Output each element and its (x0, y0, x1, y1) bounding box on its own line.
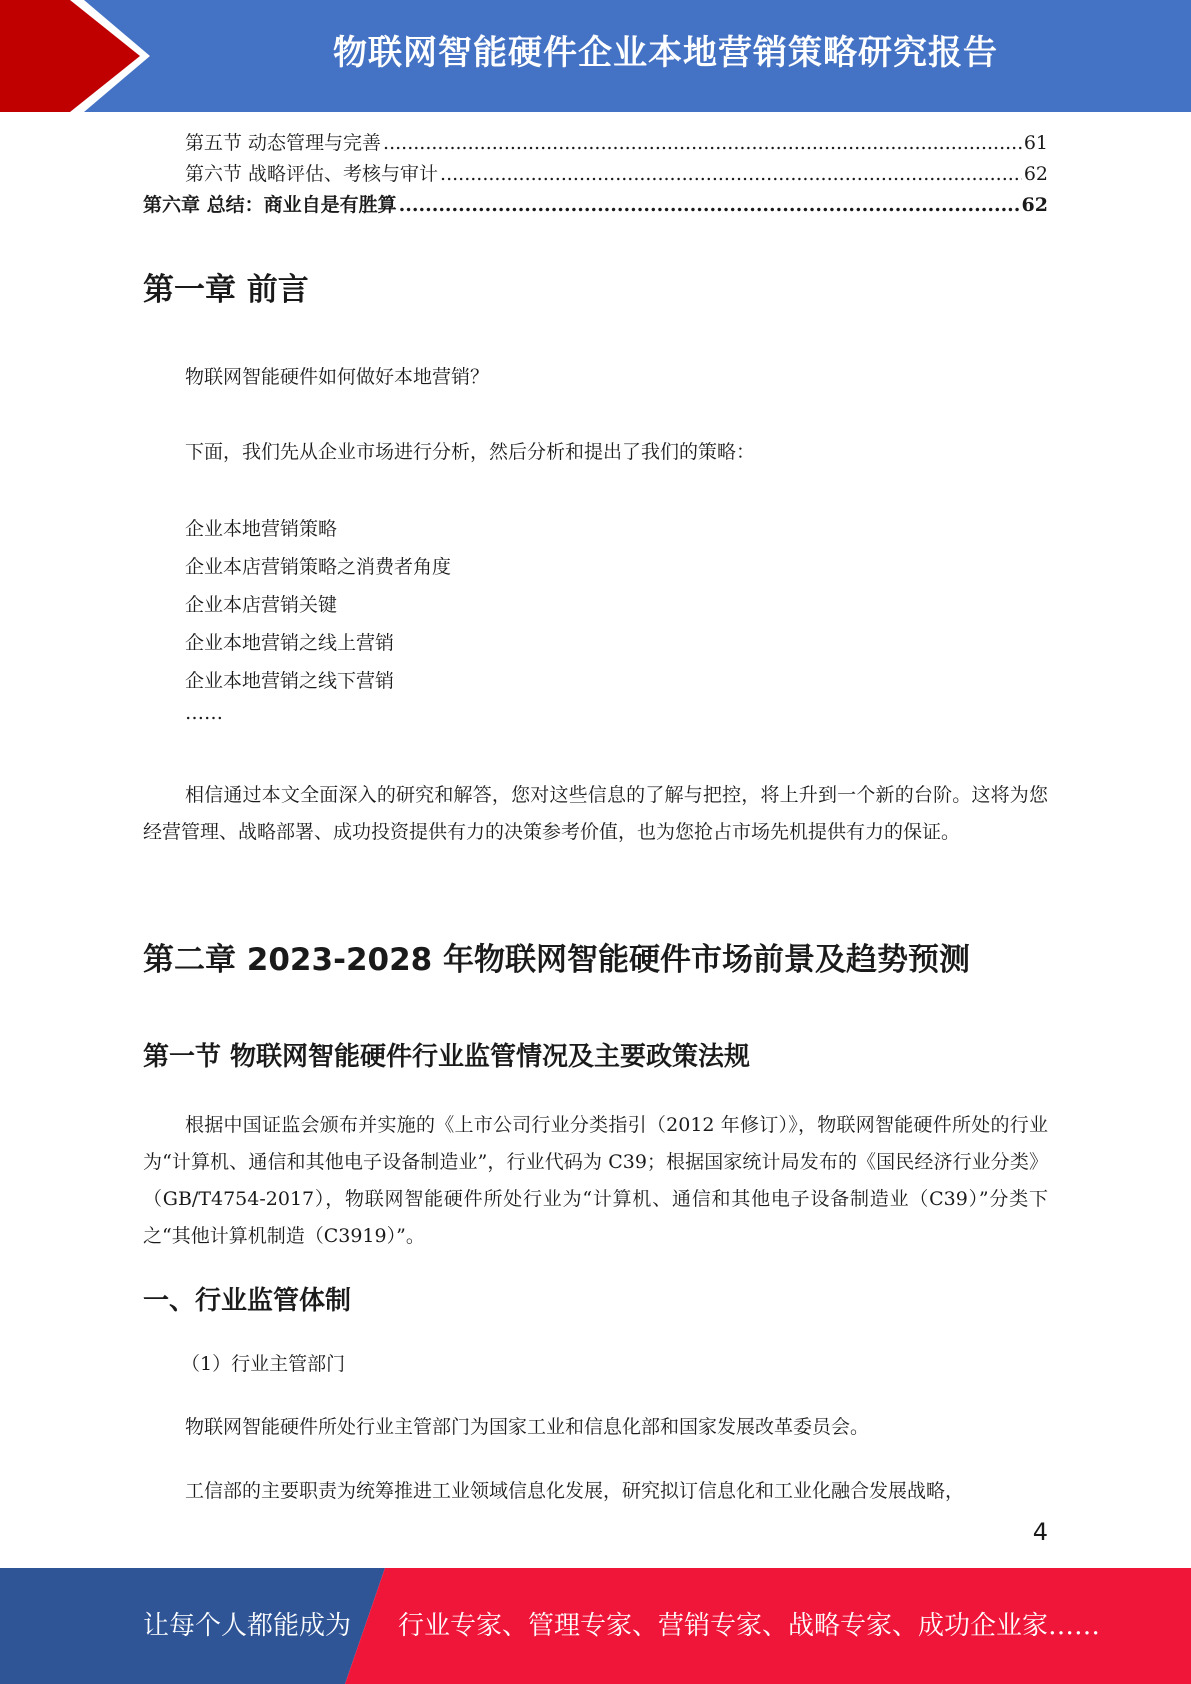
subsection1-para2: 工信部的主要职责为统筹推进工业领域信息化发展，研究拟订信息化和工业化融合发展战略， (185, 1480, 965, 1502)
toc-entry-page: 61 (1023, 132, 1048, 154)
page-header (0, 0, 1191, 112)
list-item: 企业本店营销策略之消费者角度 (185, 556, 452, 578)
toc-leader-dots (399, 190, 1020, 221)
toc-leader-dots (440, 159, 1022, 190)
header-arrow-icon (0, 0, 160, 112)
list-item: 企业本地营销之线上营销 (185, 632, 395, 654)
toc-leader-dots (383, 128, 1022, 159)
chapter1-heading: 第一章 前言 (143, 272, 309, 308)
subsection1-item: （1）行业主管部门 (181, 1353, 346, 1375)
toc-entry-page: 62 (1021, 194, 1048, 216)
toc-entry-chapter[interactable] (143, 190, 1048, 221)
toc-entry-page: 62 (1023, 163, 1048, 185)
section1-heading: 第一节 物联网智能硬件行业监管情况及主要政策法规 (143, 1042, 751, 1072)
footer-slogan-left: 让每个人都能成为 (143, 1611, 352, 1641)
chapter1-closing: 相信通过本文全面深入的研究和解答，您对这些信息的了解与把控，将上升到一个新的台阶。这将为您经营管理、战略部署、成功投资提供有力的决策参考价值，也为您抢占市场先机提供有力的保证。 (143, 784, 1048, 843)
list-item: …… (185, 702, 223, 724)
list-item: 企业本店营销关键 (185, 594, 338, 616)
strategy-list (185, 510, 451, 730)
toc-entry-label: 第六章 总结：商业自是有胜算 (143, 194, 397, 216)
chapter2-heading: 第二章 2023-2028 年物联网智能硬件市场前景及趋势预测 (143, 942, 971, 978)
page-number: 4 (1032, 1518, 1048, 1546)
chapter1-intro: 下面，我们先从企业市场进行分析，然后分析和提出了我们的策略： (185, 441, 756, 463)
subsection1-para1: 物联网智能硬件所处行业主管部门为国家工业和信息化部和国家发展改革委员会。 (185, 1416, 870, 1438)
toc-entry-label: 第六节 战略评估、考核与审计 (185, 163, 439, 185)
toc-entry[interactable] (143, 159, 1048, 190)
page-content (143, 128, 1048, 1502)
section1-body: 根据中国证监会颁布并实施的《上市公司行业分类指引（2012 年修订）》，物联网智能硬件所处的行业为“计算机、通信和其他电子设备制造业”，行业代码为 C39；根据国家统计局发布的《国民经济行业分类》（GB/T4754-2017），物联网智能硬件所处行业为“计算机、通信和其他电子设备制造业（C39）”分类下之“其他计算机制造（C3919）”。 (143, 1114, 1048, 1247)
chapter1-question: 物联网智能硬件如何做好本地营销？ (185, 366, 490, 388)
toc-entry[interactable] (143, 128, 1048, 159)
list-item: 企业本地营销之线下营销 (185, 670, 395, 692)
page-footer (0, 1568, 1191, 1684)
list-item: 企业本地营销策略 (185, 518, 338, 540)
table-of-contents (143, 128, 1048, 221)
report-title: 物联网智能硬件企业本地营销策略研究报告 (333, 33, 998, 73)
footer-slogan-right: 行业专家、管理专家、营销专家、战略专家、成功企业家…… (398, 1611, 1101, 1641)
subsection1-heading: 一、行业监管体制 (143, 1286, 352, 1316)
toc-entry-label: 第五节 动态管理与完善 (185, 132, 382, 154)
